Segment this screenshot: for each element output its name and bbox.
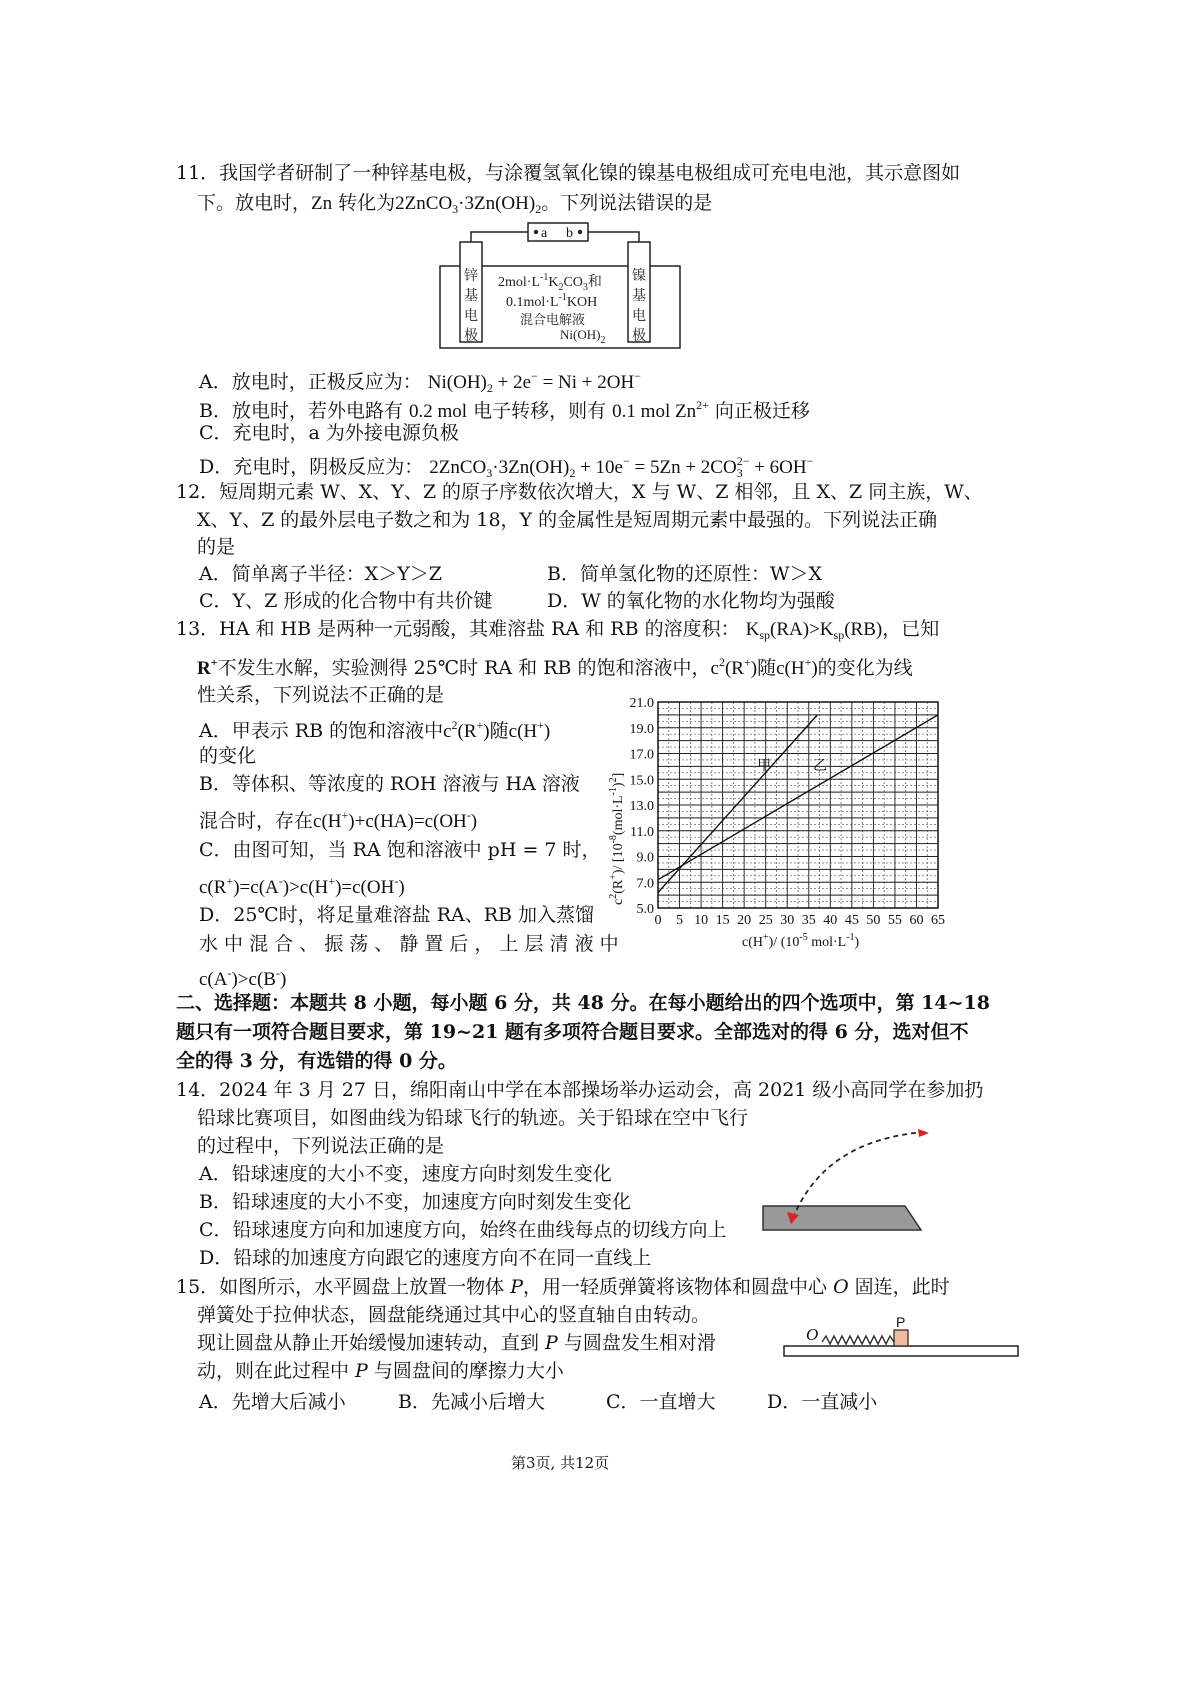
q12-stem-line3: 的是 [197, 536, 236, 558]
terminal-a-label: a [541, 226, 548, 241]
q15-option-c: C．一直增大 [606, 1391, 716, 1413]
q14-option-a: A．铅球速度的大小不变，速度方向时刻发生变化 [199, 1163, 612, 1185]
q12-stem-line2: X、Y、Z 的最外层电子数之和为 18，Y 的金属性是短周期元素中最强的。下列说法正确 [197, 509, 938, 531]
x-tick-label: 60 [909, 913, 924, 928]
x-tick-label: 50 [866, 913, 881, 928]
x-tick-label: 5 [676, 913, 684, 928]
q13-option-a-line1: A．甲表示 RB 的饱和溶液中$c^2(R^+)$随c(H+) [199, 718, 551, 742]
x-axis-label: c(H+)/ ($10^{-5}$ $mol\cdot L^{-1}$) [742, 932, 860, 950]
battery-diagram [438, 222, 688, 352]
q15-option-b: B．先减小后增大 [398, 1391, 545, 1413]
q14-option-b: B．铅球速度的大小不变，加速度方向时刻发生变化 [199, 1191, 631, 1213]
x-tick-label: 40 [823, 913, 838, 928]
q11-option-d-equation: $2ZnCO_3\cdot 3Zn(OH)_2 + 10e^- = 5Zn + 2CO_3^{2-} + 6OH^-$ [429, 454, 814, 480]
q13-option-d-line2: 水 中 混 合 、 振 荡 、 静 置 后 ， 上 层 清 液 中 [199, 933, 619, 955]
q12-option-b: B．简单氢化物的还原性：W＞X [547, 563, 823, 585]
q13-stem-line1: 13．HA 和 HB 是两种一元弱酸，其难溶盐 RA 和 RB 的溶度积： $K_{sp}(RA)>K_{sp}(RB)$，已知 [176, 618, 940, 642]
electrolyte-line1: $2mol\cdot L^{-1}K_2CO_3$和 [498, 272, 602, 293]
q15-option-d: D．一直减小 [767, 1391, 878, 1413]
q15-stem-line1: 15．如图所示，水平圆盘上放置一物体 P，用一轻质弹簧将该物体和圆盘中心 O 固连，此时 [176, 1276, 950, 1298]
terminal-b-label: b [566, 226, 573, 241]
x-tick-label: 65 [931, 913, 945, 928]
start-arrow-icon [918, 1129, 929, 1137]
q14-option-c: C．铅球速度方向和加速度方向，始终在曲线每点的切线方向上 [199, 1219, 727, 1241]
x-tick-label: 0 [654, 913, 662, 928]
spring [822, 1336, 894, 1344]
x-tick-label: 15 [715, 913, 730, 928]
y-tick-label: 21.0 [629, 696, 654, 711]
y-tick-label: 11.0 [630, 824, 654, 840]
q11-option-b: B．放电时，若外电路有 0.2 mol 电子转移，则有 0.1 mol $Zn^{2+}$ 向正极迁移 [199, 398, 810, 422]
q11-option-c: C．充电时，a 为外接电源负极 [199, 422, 459, 444]
shot-put-diagram [755, 1120, 1005, 1250]
page-footer: 第3页, 共12页 [511, 1454, 610, 1472]
y-tick-label: 9.0 [636, 850, 654, 866]
q13-option-d-line1: D．25℃时，将足量难溶盐 RA、RB 加入蒸馏 [199, 904, 595, 926]
q11-stem-line1: 11．我国学者研制了一种锌基电极，与涂覆氢氧化镍的镍基电极组成可充电电池，其示意图如 [176, 162, 961, 184]
q14-stem-line1: 14．2024 年 3 月 27 日，绵阳南山中学在本部操场举办运动会，高 2021 级小高同学在参加扔 [176, 1079, 984, 1101]
q13-option-a-line2: 的变化 [199, 745, 257, 767]
q14-stem-line3: 的过程中，下列说法正确的是 [197, 1135, 445, 1157]
svg-text:极: 极 [632, 328, 646, 344]
q15-stem-line4: 动，则在此过程中 P 与圆盘间的摩擦力大小 [197, 1360, 564, 1382]
q14-stem-line2: 铅球比赛项目，如图曲线为铅球飞行的轨迹。关于铅球在空中飞行 [197, 1107, 749, 1129]
q11-zn: Zn [311, 193, 333, 214]
x-tick-label: 45 [844, 913, 859, 928]
q13-stem-line3: 性关系，下列说法不正确的是 [197, 684, 445, 706]
svg-text:电: 电 [632, 308, 646, 324]
svg-text:基: 基 [632, 288, 646, 304]
label-p: P [896, 1314, 906, 1330]
series-label: 甲 [757, 758, 772, 775]
q15-option-a: A．先增大后减小 [199, 1391, 346, 1413]
x-tick-label: 25 [758, 913, 773, 928]
x-tick-label: 55 [887, 913, 902, 928]
x-tick-label: 10 [694, 913, 709, 928]
electrolyte-line2: $0.1mol\cdot L^{-1}KOH$ [506, 292, 598, 310]
chart-grid [658, 702, 938, 908]
y-tick-label: 19.0 [629, 721, 654, 737]
q11-stem2-part3: 。下列说法错误的是 [541, 192, 713, 214]
disk [784, 1346, 1018, 1356]
section2-line2: 题只有一项符合题目要求，第 19~21 题有多项符合题目要求。全部选对的得 6 分，选对但不 [176, 1021, 969, 1043]
section2-line1: 二、选择题：本题共 8 小题，每小题 6 分，共 48 分。在每小题给出的四个选项中，第 14~18 [176, 992, 990, 1014]
y-tick-label: 17.0 [629, 747, 654, 763]
y-axis-label: $c^2(R^+)/$ $[10^{-8}(mol\cdot L^{-1})^2]$ [608, 772, 626, 905]
x-tick-label: 35 [801, 913, 816, 928]
disk-spring-diagram [782, 1310, 1022, 1365]
q13-option-c-line2: c(R+)=c(A-)>c(H+)=c(OH-) [199, 874, 405, 898]
q13-option-d-line3: c(A-)>c(B-) [199, 966, 287, 990]
series-label: 乙 [813, 758, 828, 775]
q13-option-b-line1: B．等体积、等浓度的 ROH 溶液与 HA 溶液 [199, 773, 580, 795]
y-tick-label: 15.0 [629, 773, 654, 789]
q13-chart [600, 690, 960, 960]
q11-stem2-part2: 转化为 [332, 192, 396, 214]
x-tick-label: 30 [780, 913, 795, 928]
q15-stem-line3: 现让圆盘从静止开始缓慢加速转动，直到 P 与圆盘发生相对滑 [197, 1332, 716, 1354]
q12-option-c: C．Y、Z 形成的化合物中有共价键 [199, 590, 493, 612]
q12-option-d: D．W 的氧化物的水化物均为强酸 [547, 590, 835, 612]
q12-stem-line1: 12．短周期元素 W、X、Y、Z 的原子序数依次增大，X 与 W、Z 相邻，且 X、Z 同主族，W、 [176, 481, 983, 503]
svg-text:镍: 镍 [632, 268, 646, 284]
q11-product-formula: $2ZnCO_3\cdot 3Zn(OH)_2$ [395, 193, 542, 216]
label-o: O [806, 1325, 819, 1344]
object-p [894, 1330, 908, 1346]
q12-option-a: A．简单离子半径：X＞Y＞Z [199, 563, 442, 585]
y-tick-label: 5.0 [636, 902, 654, 917]
electrolyte-line3: 混合电解液 [520, 313, 586, 328]
nickel-coating-label: $Ni(OH)_2$ [560, 327, 606, 346]
q11-option-a-text: A．放电时，正极反应为： [199, 371, 422, 393]
x-tick-label: 20 [737, 913, 752, 928]
y-tick-label: 7.0 [636, 876, 654, 892]
platform [763, 1206, 921, 1230]
trajectory [793, 1132, 925, 1218]
q13-option-b-line2: 混合时，存在c(H+)+c(HA)=c(OH-) [199, 808, 478, 832]
q11-stem-line2 [197, 191, 712, 221]
q15-stem-line2: 弹簧处于拉伸状态，圆盘能绕通过其中心的竖直轴自由转动。 [197, 1304, 711, 1326]
q11-stem2-part1: 下。放电时， [197, 192, 312, 214]
svg-text:极: 极 [464, 328, 478, 344]
q13-option-c-line1: C．由图可知，当 RA 饱和溶液中 pH = 7 时， [199, 839, 601, 861]
q13-stem1-text: 13．HA 和 HB 是两种一元弱酸，其难溶盐 RA 和 RB 的溶度积： [176, 618, 740, 640]
y-tick-label: 13.0 [629, 799, 654, 814]
svg-text:电: 电 [464, 308, 478, 324]
section2-line3: 全的得 3 分，有选错的得 0 分。 [176, 1050, 457, 1072]
q14-option-d: D．铅球的加速度方向跟它的速度方向不在同一直线上 [199, 1247, 652, 1269]
q11-option-d-text: D．充电时，阴极反应为： [199, 456, 424, 478]
q13-ksp-relation: $K_{sp}(RA)>K_{sp}(RB)$， [745, 619, 902, 642]
q13-stem-line2: R+不发生水解，实验测得 25℃时 RA 和 RB 的饱和溶液中，$c^2(R^+)$随c(H+)的变化为线 [197, 655, 913, 679]
svg-text:锌: 锌 [464, 268, 478, 284]
svg-text:基: 基 [464, 288, 478, 304]
q11-option-a-equation: $Ni(OH)_2 + 2e^- = Ni + 2OH^-$ [427, 369, 641, 395]
